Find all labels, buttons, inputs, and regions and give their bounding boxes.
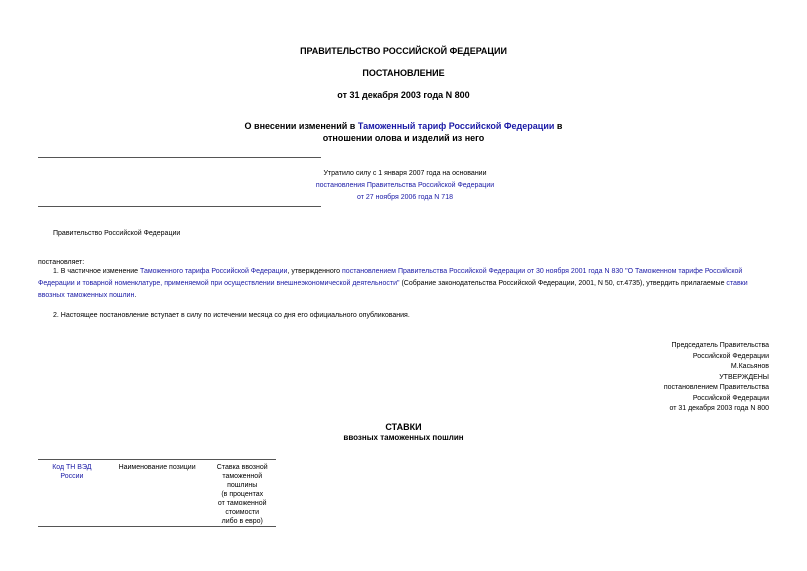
title-suffix: в	[554, 121, 563, 131]
signature-line-3: М.Касьянов	[730, 363, 769, 370]
divider-bottom	[38, 206, 321, 207]
title-line2: отношении олова и изделий из него	[322, 133, 485, 143]
government-heading: ПРАВИТЕЛЬСТВО РОССИЙСКОЙ ФЕДЕРАЦИИ	[300, 46, 507, 56]
status-note	[250, 168, 560, 204]
approval-line-2: постановлением Правительства	[663, 384, 769, 391]
rates-table	[38, 462, 276, 527]
rates-title: СТАВКИ	[385, 422, 422, 432]
status-note-link-date[interactable]: от 27 ноября 2006 года N 718	[357, 194, 453, 201]
table-top-border	[38, 459, 276, 460]
table-header-row	[38, 462, 276, 527]
document-type: ПОСТАНОВЛЕНИЕ	[362, 68, 445, 78]
signature-line-2: Российской Федерации	[692, 352, 769, 360]
document-date: от 31 декабря 2003 года N 800	[337, 90, 470, 100]
column-header-name: Наименование позиции	[118, 464, 196, 471]
p1-mid1: , утвержденного	[287, 268, 343, 275]
approval-line-1: УТВЕРЖДЕНЫ	[719, 373, 769, 381]
status-note-line1: Утратило силу с 1 января 2007 года на основании	[323, 170, 487, 177]
p1-end: .	[134, 292, 137, 299]
status-note-link-resolution[interactable]: постановления Правительства Российской Федерации	[315, 182, 495, 189]
p1-link-rates[interactable]: ставки ввозных таможенных пошлин	[38, 280, 748, 299]
document-title	[0, 120, 807, 144]
p1-link-resolution-830[interactable]: постановлением Правительства Российской Федерации от 30 ноября 2001 года N 830 "О Таможенном тарифе Российской Федерации и товарной номенклатуре, применяемой при осуществлении внешнеэкономической деятельности"	[38, 268, 743, 287]
table-header-bottom-border	[38, 526, 276, 527]
column-header-code-link[interactable]: Код ТН ВЭД России	[52, 464, 92, 480]
p1-link-customs-tariff[interactable]: Таможенного тарифа Российской Федерации	[140, 268, 288, 275]
approval-line-4: от 31 декабря 2003 года N 800	[669, 405, 769, 412]
paragraph-2: 2. Настоящее постановление вступает в силу по истечении месяца со дня его официального опубликования.	[53, 312, 410, 319]
column-header-rate: Ставка ввозной таможенной пошлины (в процентах от таможенной стоимости либо в евро)	[216, 464, 268, 525]
divider-top	[38, 157, 321, 158]
p1-mid2: (Собрание законодательства Российской Федерации, 2001, N 50, ст.4735), утвердить прилагаемые	[399, 280, 727, 287]
rates-subtitle: ввозных таможенных пошлин	[343, 433, 464, 442]
title-prefix: О внесении изменений в	[244, 121, 358, 131]
title-link-customs-tariff[interactable]: Таможенный тариф Российской Федерации	[357, 121, 555, 131]
approval-line-3: Российской Федерации	[692, 394, 769, 402]
p1-start: 1. В частичное изменение	[53, 268, 140, 275]
resolves-label: постановляет:	[38, 259, 85, 266]
signature-block	[560, 341, 769, 415]
paragraph-1	[38, 266, 772, 302]
signature-line-1: Председатель Правительства	[671, 342, 769, 349]
issuer: Правительство Российской Федерации	[53, 230, 181, 237]
